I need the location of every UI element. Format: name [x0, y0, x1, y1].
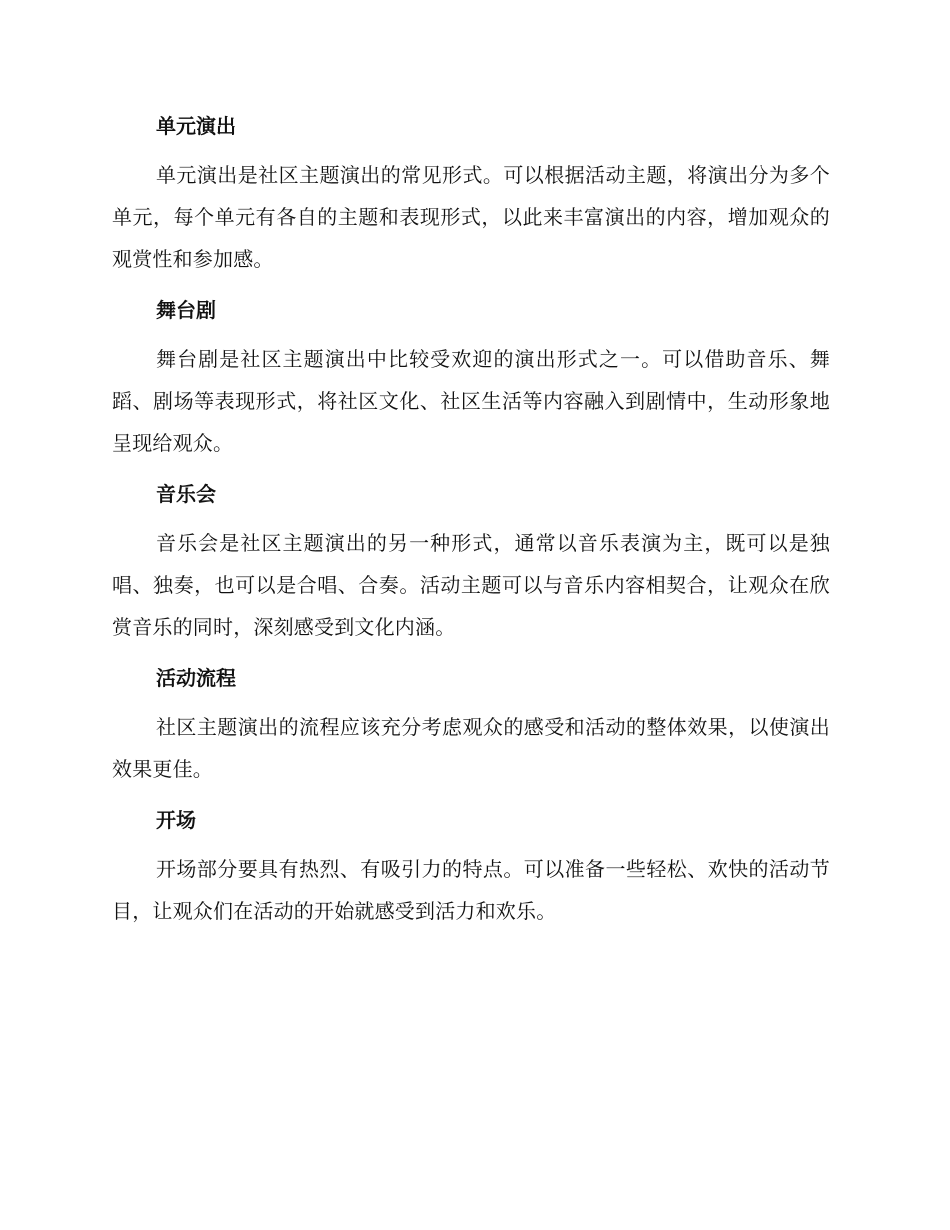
- document-page: [112, 106, 830, 942]
- section-body-unit-performance: 单元演出是社区主题演出的常见形式。可以根据活动主题，将演出分为多个单元，每个单元有各自的主题和表现形式，以此来丰富演出的内容，增加观众的观赏性和参加感。: [112, 163, 830, 271]
- section-heading-activity-flow: 活动流程: [156, 666, 236, 690]
- section-body-stage-play: 舞台剧是社区主题演出中比较受欢迎的演出形式之一。可以借助音乐、舞蹈、剧场等表现形式，将社区文化、社区生活等内容融入到剧情中，生动形象地呈现给观众。: [112, 347, 830, 455]
- section-body-opening: 开场部分要具有热烈、有吸引力的特点。可以准备一些轻松、欢快的活动节目，让观众们在活动的开始就感受到活力和欢乐。: [112, 857, 830, 923]
- section-body-activity-flow: 社区主题演出的流程应该充分考虑观众的感受和活动的整体效果，以使演出效果更佳。: [112, 715, 830, 781]
- section-heading-opening: 开场: [156, 808, 196, 832]
- section-heading-concert: 音乐会: [156, 482, 216, 506]
- section-heading-stage-play: 舞台剧: [156, 298, 216, 322]
- section-body-concert: 音乐会是社区主题演出的另一种形式，通常以音乐表演为主，既可以是独唱、独奏，也可以是合唱、合奏。活动主题可以与音乐内容相契合，让观众在欣赏音乐的同时，深刻感受到文化内涵。: [112, 531, 830, 639]
- section-heading-unit-performance: 单元演出: [156, 114, 236, 138]
